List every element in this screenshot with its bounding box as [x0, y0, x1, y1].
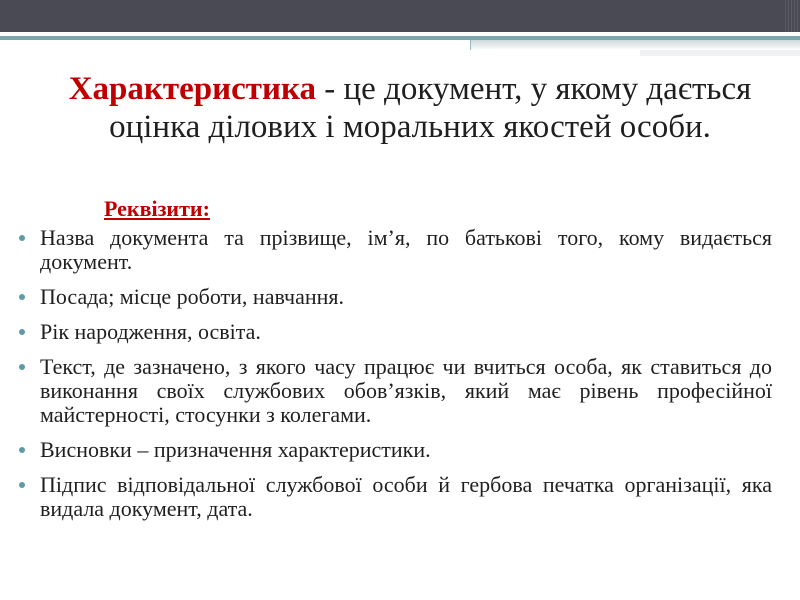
list-item-text: Текст, де зазначено, з якого часу працює чи вчиться особа, як ставиться до виконання своїх службових обов’язків, який має рівень професійної майстерності, стосунки з колегами.	[40, 354, 772, 427]
top-banner	[0, 0, 800, 32]
bullet-dot-icon	[19, 364, 25, 370]
bullet-dot-icon	[19, 329, 25, 335]
list-item-text: Посада; місце роботи, навчання.	[40, 284, 345, 309]
list-item-text: Назва документа та прізвище, ім’я, по батькові того, кому видається документ.	[40, 225, 772, 274]
list-item	[18, 473, 772, 521]
list-item-text: Підпис відповідальної службової особи й гербова печатка організації, яка видала документ, дата.	[40, 472, 772, 521]
list-item	[18, 355, 772, 427]
banner-stripes	[785, 0, 800, 32]
accent-shade	[470, 40, 800, 50]
list-item	[18, 438, 772, 462]
list-item-text: Висновки – призначення характеристики.	[40, 437, 431, 462]
bullet-dot-icon	[19, 235, 25, 241]
bullet-dot-icon	[19, 294, 25, 300]
title-definition: - це документ, у якому дається оцінка ділових і моральних якостей особи.	[109, 71, 752, 145]
list-item	[18, 285, 772, 309]
list-item-text: Рік народження, освіта.	[40, 319, 261, 344]
accent-edge	[470, 40, 471, 50]
bullet-dot-icon	[19, 447, 25, 453]
list-item	[18, 226, 772, 274]
accent-shade-secondary	[640, 50, 800, 56]
title-term: Характеристика	[68, 71, 316, 107]
requisites-list	[18, 226, 772, 532]
list-item	[18, 320, 772, 344]
bullet-dot-icon	[19, 482, 25, 488]
slide-title	[40, 70, 780, 146]
requisites-heading: Реквізити:	[104, 196, 210, 221]
